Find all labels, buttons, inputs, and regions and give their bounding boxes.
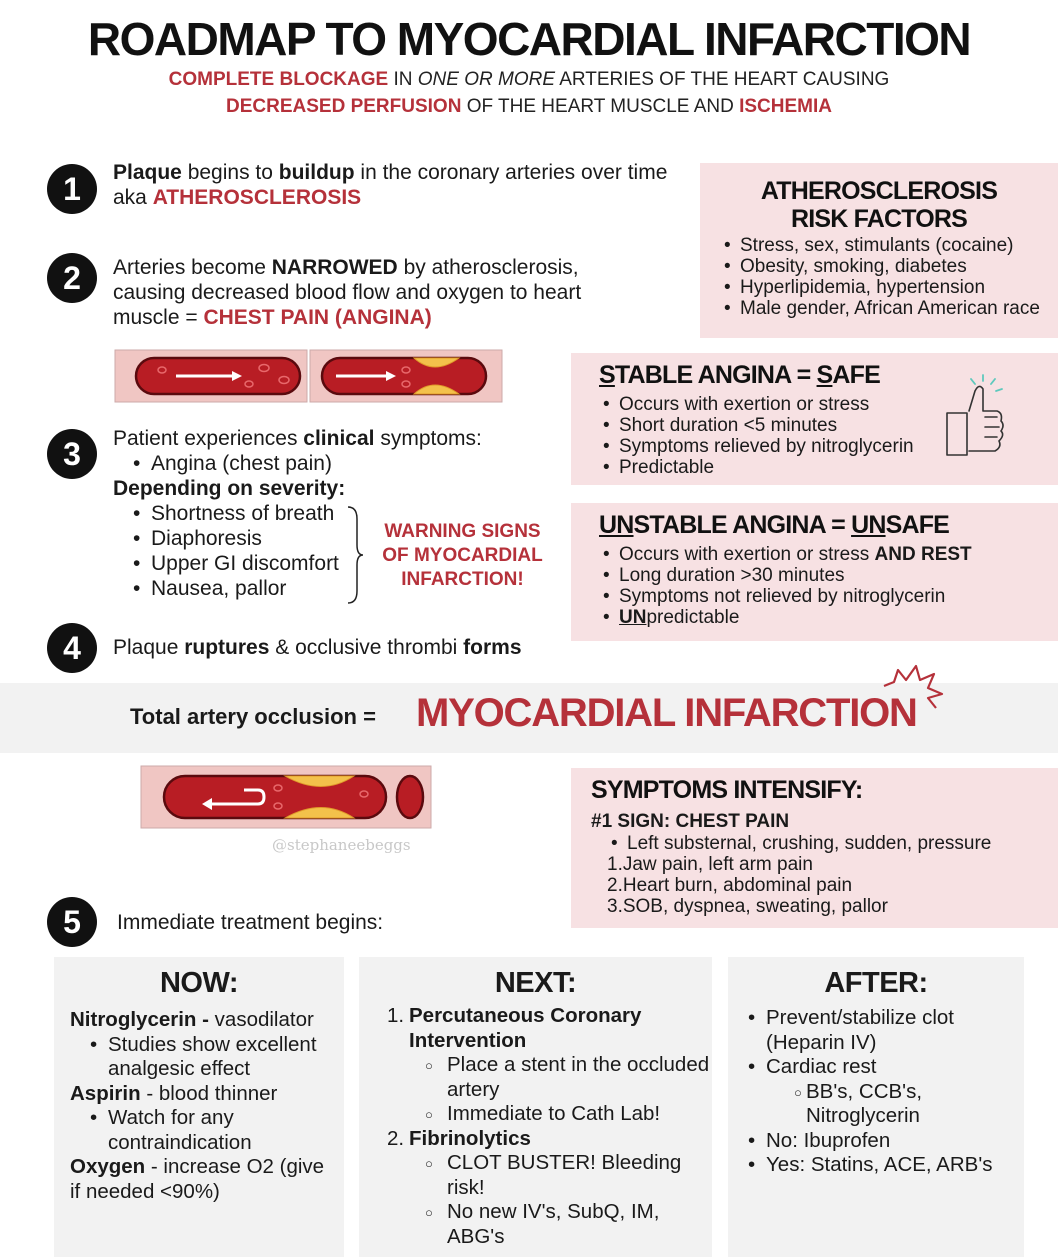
severity-item: • Nausea, pallor — [113, 576, 553, 601]
brace-icon — [345, 505, 365, 605]
unstable-angina-item: • UNpredictable — [619, 607, 1058, 628]
page-title: ROADMAP TO MYOCARDIAL INFARCTION — [87, 13, 971, 65]
unstable-angina-box — [571, 503, 1058, 641]
stable-angina-item: • Short duration <5 minutes — [619, 415, 1058, 436]
risk-factors-title: ATHEROSCLEROSIS RISK FACTORS — [760, 177, 998, 233]
symptoms-title: SYMPTOMS INTENSIFY: — [591, 776, 863, 804]
stable-angina-item: • Symptoms relieved by nitroglycerin — [619, 436, 1058, 457]
step-4-number: 4 — [47, 623, 97, 673]
myocardial-infarction-heading: MYOCARDIAL INFARCTION — [416, 691, 917, 735]
narrowing-artery-illustration — [114, 348, 504, 404]
warning-signs-label: WARNING SIGNS OF MYOCARDIAL INFARCTION! — [382, 521, 543, 590]
risk-factors-box — [700, 163, 1058, 338]
risk-factor-item: • Stress, sex, stimulants (cocaine) — [740, 235, 1058, 256]
burst-icon — [880, 660, 946, 716]
severity-item: • Shortness of breath — [113, 501, 553, 526]
unstable-angina-item: • Occurs with exertion or stress AND REST — [619, 544, 1058, 565]
risk-factor-item: • Male gender, African American race — [740, 298, 1058, 319]
risk-factor-item: • Obesity, smoking, diabetes — [740, 256, 1058, 277]
symptoms-box — [571, 768, 1058, 928]
symptom-item: 2.Heart burn, abdominal pain — [607, 875, 853, 896]
stable-angina-title: STABLE ANGINA = SAFE — [599, 361, 881, 389]
subtitle-line-2: DECREASED PERFUSION OF THE HEART MUSCLE AND ISCHEMIA — [226, 96, 832, 117]
step-3-bullet: • Angina (chest pain) — [113, 451, 553, 476]
unstable-angina-item: • Symptoms not relieved by nitroglycerin — [619, 586, 1058, 607]
occluded-artery-illustration — [140, 764, 432, 830]
thumbs-up-icon — [939, 371, 1009, 466]
severity-item: • Upper GI discomfort — [113, 551, 553, 576]
stable-angina-item: • Occurs with exertion or stress — [619, 394, 1058, 415]
step-3-number: 3 — [47, 429, 97, 479]
step-2-text: Arteries become NARROWED by atherosclerosis, causing decreased blood flow and oxygen to heart muscle = CHEST PAIN (ANGINA) — [113, 256, 582, 329]
symptom-item: 3.SOB, dyspnea, sweating, pallor — [607, 896, 888, 917]
step-5-text: Immediate treatment begins: — [117, 911, 384, 934]
step-3-text: Patient experiences clinical symptoms: • Angina (chest pain) Depending on severity: • Shortness of breath • Diaphoresis • Upper GI discomfort • Nausea, pallor — [113, 426, 553, 601]
step-2-number: 2 — [47, 253, 97, 303]
step-5-number: 5 — [47, 897, 97, 947]
symptom-item: 1.Jaw pain, left arm pain — [607, 854, 813, 875]
now-column: NOW: Nitroglycerin - vasodilator • Studies show excellent analgesic effect Aspirin - blood thinner • Watch for any contraindication Oxygen - increase O2 (give if needed <90%) — [54, 957, 344, 1257]
total-occlusion-label: Total artery occlusion = — [130, 704, 376, 729]
stable-angina-box — [571, 353, 1058, 485]
after-title: AFTER: — [824, 967, 928, 999]
now-title: NOW: — [159, 967, 238, 999]
step-1-number: 1 — [47, 164, 97, 214]
unstable-angina-item: • Long duration >30 minutes — [619, 565, 1058, 586]
step-4-text: Plaque ruptures & occlusive thrombi forms — [113, 636, 522, 659]
step-1-text: Plaque begins to buildup in the coronary arteries over time aka ATHEROSCLEROSIS — [113, 161, 668, 209]
next-column: NEXT: 1. Percutaneous Coronary Intervention ○ Place a stent in the occluded artery ○ Immediate to Cath Lab! 2. Fibrinolytics ○ CLOT BUSTER! Bleeding risk! ○ No new IV's, SubQ, IM, ABG's — [359, 957, 712, 1257]
risk-factor-item: • Hyperlipidemia, hypertension — [740, 277, 1058, 298]
next-title: NEXT: — [494, 967, 577, 999]
watermark: @stephaneebeggs — [272, 836, 411, 854]
subtitle-line-1: COMPLETE BLOCKAGE IN ONE OR MORE ARTERIES OF THE HEART CAUSING — [168, 69, 890, 90]
number-one-sign: #1 SIGN: CHEST PAIN — [591, 811, 790, 832]
stable-angina-item: • Predictable — [619, 457, 1058, 478]
symptom-bullet: • Left substernal, crushing, sudden, pressure — [627, 833, 1058, 854]
after-column: AFTER: • Prevent/stabilize clot (Heparin IV) • Cardiac rest ○ BB's, CCB's, Nitroglycerin • No: Ibuprofen • Yes: Statins, ACE, ARB's — [728, 957, 1024, 1257]
severity-item: • Diaphoresis — [113, 526, 553, 551]
unstable-angina-title: UNSTABLE ANGINA = UNSAFE — [599, 511, 950, 539]
